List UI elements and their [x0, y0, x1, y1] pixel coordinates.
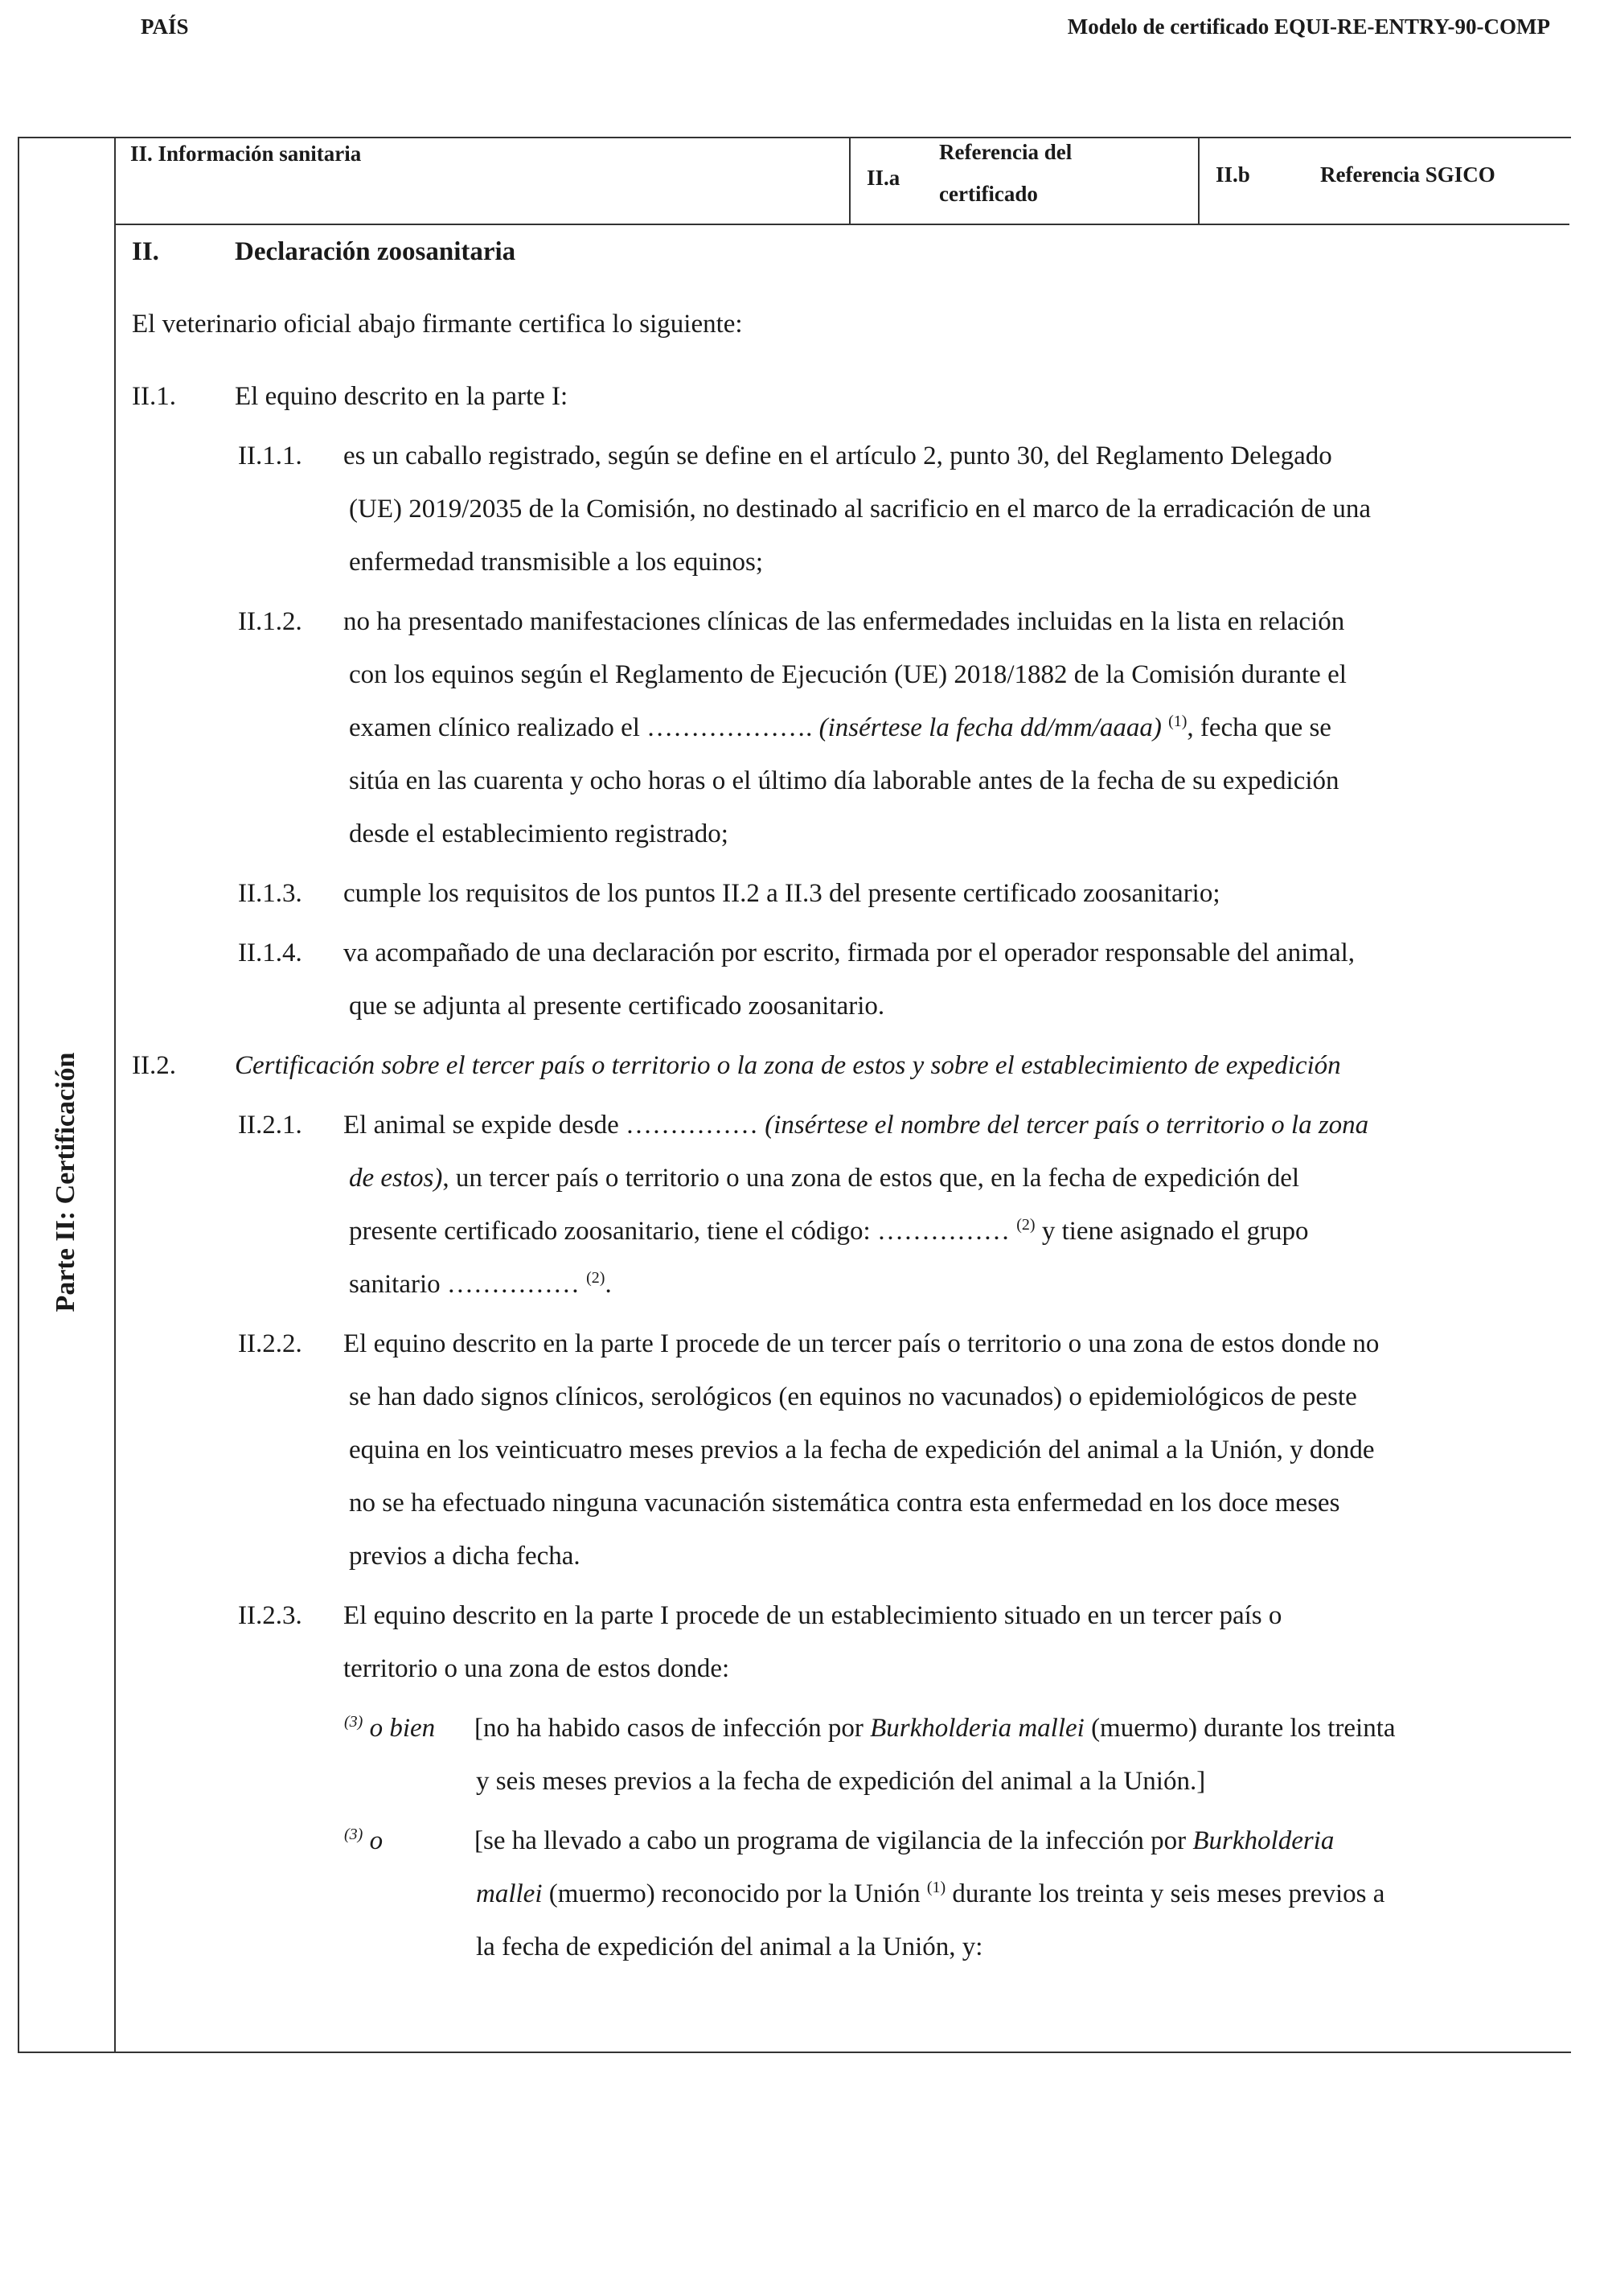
- s221-line3: [349, 1205, 1309, 1258]
- s111-line2: (UE) 2019/2035 de la Comisión, no destinado al sacrificio en el marco de la erradicación de una: [349, 495, 1371, 524]
- footnote-ref: (1): [1168, 713, 1188, 730]
- s221-line1: [343, 1099, 1368, 1152]
- option2-line1: [474, 1814, 1334, 1867]
- ref-label-1: Referencia del: [939, 140, 1073, 164]
- option2-label-text: o: [363, 1826, 384, 1855]
- footnote-ref: (3): [344, 1826, 363, 1843]
- option1-line2: y seis meses previos a la fecha de expedición del animal a la Unión.]: [476, 1767, 1206, 1796]
- s221-line4-text: sanitario ……………: [349, 1270, 587, 1299]
- country-instruction: (insértese el nombre del tercer país o territorio o la zona: [765, 1111, 1369, 1140]
- s113-line1: cumple los requisitos de los puntos II.2 a II.3 del presente certificado zoosanitario;: [343, 879, 1220, 908]
- species-name: Burkholderia mallei: [870, 1714, 1085, 1743]
- s111-line1: es un caballo registrado, según se define en el artículo 2, punto 30, del Reglamento Delegado: [343, 442, 1332, 470]
- s222-line3: equina en los veinticuatro meses previos a la fecha de expedición del animal a la Unión, y donde: [349, 1436, 1375, 1464]
- s222-line1: El equino descrito en la parte I procede de un tercer país o territorio o una zona de estos donde no: [343, 1329, 1380, 1358]
- sidebar: [18, 137, 116, 2053]
- option1-label-text: o bien: [363, 1714, 436, 1743]
- footnote-ref: (3): [344, 1713, 363, 1731]
- s221-line3-end: y tiene asignado el grupo: [1035, 1217, 1309, 1246]
- option2-line3: la fecha de expedición del animal a la Unión, y:: [476, 1933, 983, 1961]
- info-row: [116, 137, 1569, 225]
- sgico-label: Referencia SGICO: [1320, 162, 1495, 187]
- s221-line2: [349, 1152, 1299, 1205]
- s222-line2: se han dado signos clínicos, serológicos (en equinos no vacunados) o epidemiológicos de peste: [349, 1382, 1357, 1411]
- s1-num: II.1.: [132, 382, 176, 411]
- species-name-end: mallei: [476, 1879, 543, 1908]
- country-instruction-end: de estos): [349, 1164, 443, 1193]
- s222-line5: previos a dicha fecha.: [349, 1542, 580, 1571]
- s221-line4-end: .: [605, 1270, 612, 1299]
- s222-num: II.2.2.: [238, 1329, 302, 1358]
- footnote-ref: (2): [586, 1269, 605, 1287]
- s221-line2-text: , un tercer país o territorio o una zona de estos que, en la fecha de expedición del: [442, 1164, 1300, 1193]
- option1-line1-end: (muermo) durante los treinta: [1084, 1714, 1396, 1743]
- sgico-code: II.b: [1216, 162, 1250, 187]
- s221-num: II.2.1.: [238, 1111, 302, 1140]
- certificate-reference-cell: [849, 137, 1198, 224]
- s112-num: II.1.2.: [238, 607, 302, 636]
- s223-line2: territorio o una zona de estos donde:: [343, 1654, 730, 1683]
- s221-line1-text: El animal se expide desde ……………: [343, 1111, 765, 1140]
- s2-num: II.2.: [132, 1051, 176, 1080]
- s112-line3: [349, 701, 1331, 754]
- species-name: Burkholderia: [1192, 1826, 1335, 1855]
- s1-text: El equino descrito en la parte I:: [235, 382, 568, 411]
- s112-line3-end: , fecha que se: [1187, 713, 1331, 742]
- s221-line4: [349, 1258, 612, 1311]
- option2-line2-text: (muermo) reconocido por la Unión: [542, 1879, 927, 1908]
- header-model: Modelo de certificado EQUI-RE-ENTRY-90-COMP: [1067, 14, 1550, 39]
- s223-line1: El equino descrito en la parte I procede de un establecimiento situado en un tercer país o: [343, 1601, 1282, 1630]
- section-title: Declaración zoosanitaria: [235, 237, 516, 266]
- option1-line1: [474, 1702, 1396, 1755]
- s114-line1: va acompañado de una declaración por escrito, firmada por el operador responsable del animal,: [343, 939, 1356, 967]
- s111-num: II.1.1.: [238, 442, 302, 470]
- footnote-ref: (2): [1016, 1216, 1036, 1234]
- section-num: II.: [132, 237, 159, 266]
- s221-line3-text: presente certificado zoosanitario, tiene el código: ……………: [349, 1217, 1017, 1246]
- s223-num: II.2.3.: [238, 1601, 302, 1630]
- s112-line5: desde el establecimiento registrado;: [349, 819, 728, 848]
- footnote-ref: (1): [926, 1879, 946, 1896]
- date-instruction: (insértese la fecha dd/mm/aaaa): [818, 713, 1162, 742]
- option2-line1-text: [se ha llevado a cabo un programa de vigilancia de la infección por: [474, 1826, 1193, 1855]
- s112-line3-text: examen clínico realizado el ……………….: [349, 713, 819, 742]
- s114-line2: que se adjunta al presente certificado zoosanitario.: [349, 992, 885, 1021]
- s111-line3: enfermedad transmisible a los equinos;: [349, 548, 764, 577]
- s222-line4: no se ha efectuado ninguna vacunación sistemática contra esta enfermedad en los doce meses: [349, 1489, 1340, 1518]
- s112-line4: sitúa en las cuarenta y ocho horas o el último día laborable antes de la fecha de su expedición: [349, 766, 1339, 795]
- sidebar-label: Parte II: Certificación: [51, 1052, 80, 1312]
- option2-label: [344, 1814, 383, 1867]
- ref-label-2: certificado: [939, 182, 1038, 206]
- intro-text: El veterinario oficial abajo firmante certifica lo siguiente:: [132, 310, 743, 339]
- info-cell: [116, 137, 849, 224]
- ref-code: II.a: [867, 166, 900, 190]
- sgico-reference-cell: [1198, 137, 1569, 224]
- s113-num: II.1.3.: [238, 879, 302, 908]
- s112-line2: con los equinos según el Reglamento de Ejecución (UE) 2018/1882 de la Comisión durante el: [349, 660, 1347, 689]
- s2-text: Certificación sobre el tercer país o territorio o la zona de estos y sobre el establecimiento de expedición: [235, 1051, 1341, 1080]
- option1-line1-text: [no ha habido casos de infección por: [474, 1714, 871, 1743]
- option1-label: [344, 1702, 435, 1755]
- option2-line2-end: durante los treinta y seis meses previos a: [946, 1879, 1385, 1908]
- s112-line1: no ha presentado manifestaciones clínicas de las enfermedades incluidas en la lista en relación: [343, 607, 1345, 636]
- info-title: II. Información sanitaria: [130, 142, 362, 166]
- header-country: PAÍS: [141, 14, 189, 39]
- option2-line2: [476, 1867, 1384, 1920]
- s114-num: II.1.4.: [238, 939, 302, 967]
